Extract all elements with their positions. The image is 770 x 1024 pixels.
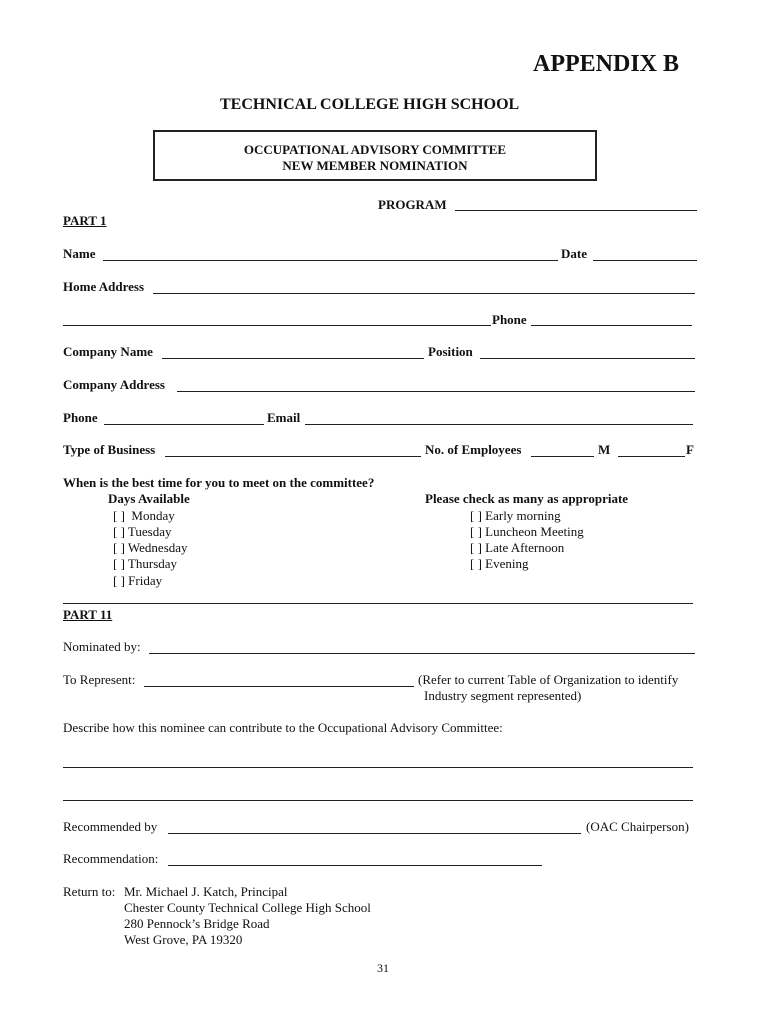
name-field[interactable] [103, 260, 558, 261]
program-label: PROGRAM [378, 197, 447, 212]
day-option-friday[interactable]: [ ] Friday [113, 573, 163, 588]
page-number: 31 [377, 961, 389, 975]
phone-label: Phone [492, 312, 527, 327]
recommendation-field[interactable] [168, 865, 542, 866]
meeting-question: When is the best time for you to meet on the committee? [63, 475, 375, 490]
day-option-wednesday[interactable]: [ ] Wednesday [113, 540, 188, 555]
phone2-label: Phone [63, 410, 98, 425]
appendix-title: APPENDIX B [533, 51, 680, 77]
employees-label: No. of Employees [425, 442, 522, 457]
return-address-line3: 280 Pennock’s Bridge Road [124, 916, 270, 931]
return-to-label: Return to: [63, 884, 116, 899]
position-label: Position [428, 344, 473, 359]
time-option-luncheon[interactable]: [ ] Luncheon Meeting [470, 524, 584, 539]
employees-m-field[interactable] [531, 456, 594, 457]
home-address-label: Home Address [63, 279, 145, 294]
recommended-by-suffix: (OAC Chairperson) [586, 819, 689, 834]
name-label: Name [63, 246, 96, 261]
type-business-label: Type of Business [63, 442, 156, 457]
position-field[interactable] [480, 358, 695, 359]
school-title: TECHNICAL COLLEGE HIGH SCHOOL [220, 96, 520, 113]
represent-label: To Represent: [63, 672, 136, 687]
company-address-label: Company Address [63, 377, 165, 392]
represent-field[interactable] [144, 686, 414, 687]
phone2-field[interactable] [104, 424, 264, 425]
type-business-field[interactable] [165, 456, 421, 457]
phone-field[interactable] [531, 325, 692, 326]
represent-note-line2: Industry segment represented) [424, 688, 582, 703]
recommended-by-field[interactable] [168, 833, 581, 834]
times-heading: Please check as many as appropriate [425, 491, 629, 506]
company-name-label: Company Name [63, 344, 153, 359]
time-option-evening[interactable]: [ ] Evening [470, 556, 529, 571]
return-address-line4: West Grove, PA 19320 [124, 932, 243, 947]
date-label: Date [561, 246, 587, 261]
nominated-by-label: Nominated by: [63, 639, 141, 654]
describe-label: Describe how this nominee can contribute to the Occupational Advisory Committee: [63, 720, 503, 735]
describe-field-line2[interactable] [63, 800, 693, 801]
email-field[interactable] [305, 424, 693, 425]
program-field[interactable] [455, 210, 697, 211]
company-address-field[interactable] [177, 391, 695, 392]
recommended-by-label: Recommended by [63, 819, 158, 834]
recommendation-label: Recommendation: [63, 851, 159, 866]
part1-heading: PART 1 [63, 213, 107, 228]
return-address-line2: Chester County Technical College High School [124, 900, 371, 915]
nominated-by-field[interactable] [149, 653, 695, 654]
day-option-tuesday[interactable]: [ ] Tuesday [113, 524, 172, 539]
time-option-early-morning[interactable]: [ ] Early morning [470, 508, 561, 523]
day-option-thursday[interactable]: [ ] Thursday [113, 556, 178, 571]
email-label: Email [267, 410, 301, 425]
represent-note-line1: (Refer to current Table of Organization to identify [418, 672, 679, 687]
home-address-field-2[interactable] [63, 325, 491, 326]
date-field[interactable] [593, 260, 697, 261]
home-address-field[interactable] [153, 293, 695, 294]
form-title-line2: NEW MEMBER NOMINATION [282, 158, 468, 173]
part2-heading: PART 11 [63, 607, 113, 622]
day-option-monday[interactable]: [ ] Monday [113, 508, 175, 523]
days-heading: Days Available [108, 491, 190, 506]
time-option-late-afternoon[interactable]: [ ] Late Afternoon [470, 540, 565, 555]
section-divider [63, 603, 693, 604]
describe-field-line1[interactable] [63, 767, 693, 768]
m-label: M [598, 442, 611, 457]
employees-f-field[interactable] [618, 456, 685, 457]
company-name-field[interactable] [162, 358, 424, 359]
return-address-line1: Mr. Michael J. Katch, Principal [124, 884, 288, 899]
f-label: F [686, 442, 694, 457]
form-title-line1: OCCUPATIONAL ADVISORY COMMITTEE [243, 142, 507, 157]
